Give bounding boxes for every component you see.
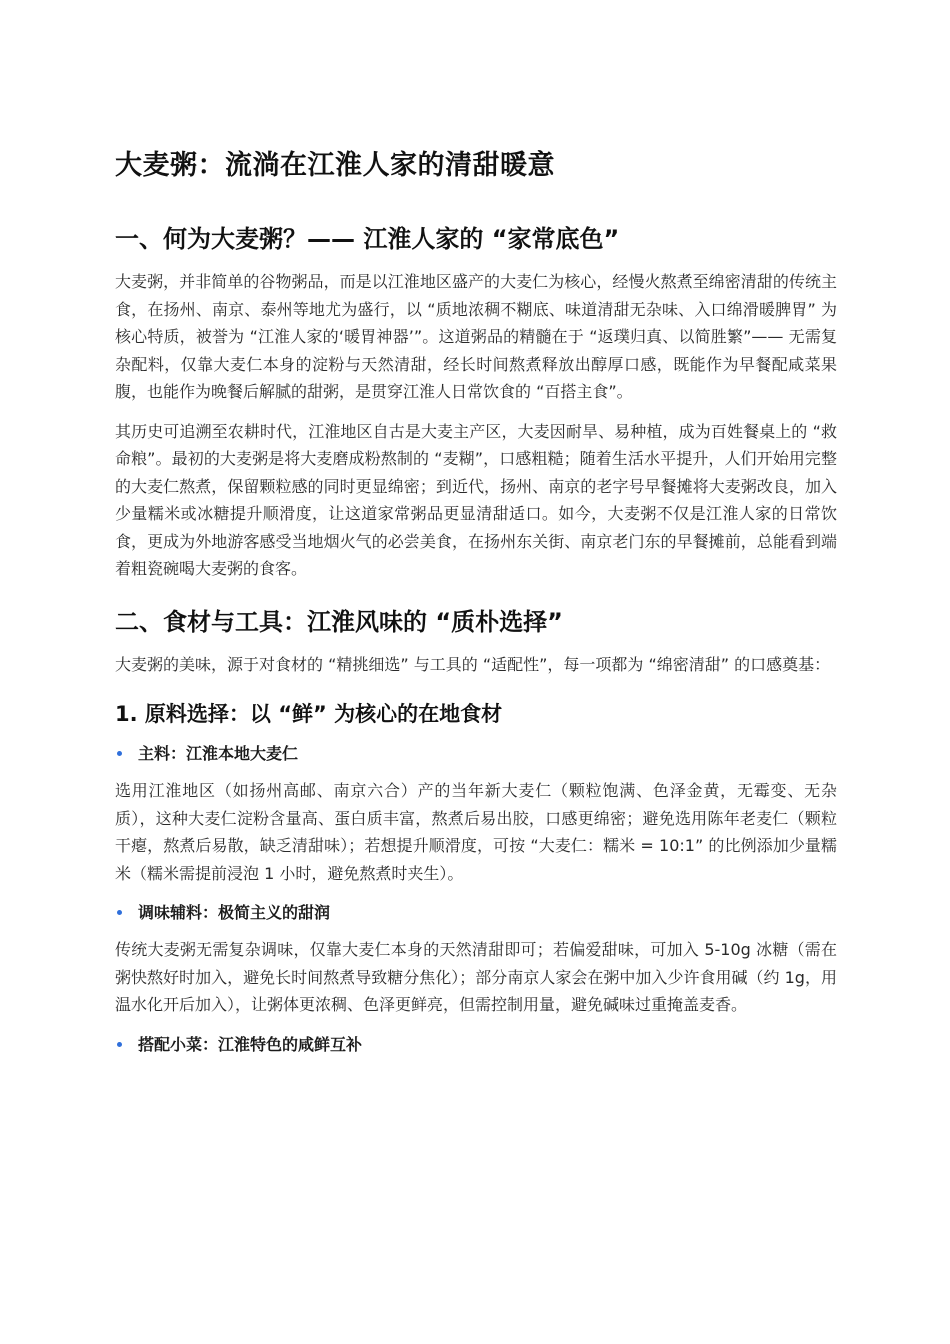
list-item-label: 主料：江淮本地大麦仁 (138, 744, 299, 763)
list-item-side-dishes (115, 1031, 837, 1058)
list-item-label: 调味辅料：极简主义的甜润 (138, 903, 331, 922)
bullet-dot-icon (117, 910, 122, 915)
document-page (115, 146, 837, 1068)
list-item-text: 选用江淮地区（如扬州高邮、南京六合）产的当年新大麦仁（颗粒饱满、色泽金黄，无霉变、无杂质），这种大麦仁淀粉含量高、蛋白质丰富，熬煮后易出胶，口感更绵密；避免选用陈年老麦仁（颗粒干瘪，熬煮后易散，缺乏清甜味）；若想提升顺滑度，可按 “大麦仁：糯米 = 10:1” 的比例添加少量糯米（糯米需提前浸泡 1 小时，避免熬煮时夹生）。 (115, 781, 837, 883)
section-1-heading: 一、何为大麦粥？—— 江淮人家的 “家常底色” (115, 225, 620, 253)
list-item-main-ingredient (115, 740, 837, 767)
section-2-heading: 二、食材与工具：江淮风味的 “质朴选择” (115, 607, 563, 636)
bullet-dot-icon (117, 1042, 122, 1047)
list-item-label: 搭配小菜：江淮特色的咸鲜互补 (138, 1034, 363, 1054)
list-item-text: 传统大麦粥无需复杂调味，仅靠大麦仁本身的天然清甜即可；若偏爱甜味，可加入 5-10g 冰糖（需在粥快熬好时加入，避免长时间熬煮导致糖分焦化）；部分南京人家会在粥中加入少许食用碱（约 1g，用温水化开后加入），让粥体更浓稠、色泽更鲜亮，但需控制用量，避免碱味过重掩盖麦香。 (115, 940, 837, 1014)
section-1-paragraph-2: 其历史可追溯至农耕时代，江淮地区自古是大麦主产区，大麦因耐旱、易种植，成为百姓餐桌上的 “救命粮”。最初的大麦粥是将大麦磨成粉熬制的 “麦糊”，口感粗糙；随着生活水平提升，人们开始用完整的大麦仁熬煮，保留颗粒感的同时更显绵密；到近代，扬州、南京的老字号早餐摊将大麦粥改良，加入少量糯米或冰糖提升顺滑度，让这道家常粥品更显清甜适口。如今，大麦粥不仅是江淮人家的日常饮食，更成为外地游客感受当地烟火气的必尝美食，在扬州东关街、南京老门东的早餐摊前，总能看到端着粗瓷碗喝大麦粥的食客。 (115, 421, 837, 578)
subsection-1-heading: 1. 原料选择：以 “鲜” 为核心的在地食材 (115, 702, 503, 726)
list-item-seasoning (115, 899, 837, 926)
bullet-dot-icon (117, 751, 122, 756)
section-1-paragraph-1: 大麦粥，并非简单的谷物粥品，而是以江淮地区盛产的大麦仁为核心，经慢火熬煮至绵密清甜的传统主食，在扬州、南京、泰州等地尤为盛行，以 “质地浓稠不糊底、味道清甜无杂味、入口绵滑暖脾胃” 为核心特质，被誉为 “江淮人家的‘暖胃神器’”。这道粥品的精髓在于 “返璞归真、以简胜繁”—— 无需复杂配料，仅靠大麦仁本身的淀粉与天然清甜，经长时间熬煮释放出醇厚口感，既能作为早餐配咸菜果腹，也能作为晚餐后解腻的甜粥，是贯穿江淮人日常饮食的 “百搭主食”。 (115, 272, 837, 401)
section-2-intro: 大麦粥的美味，源于对食材的 “精挑细选” 与工具的 “适配性”，每一项都为 “绵密清甜” 的口感奠基： (115, 654, 831, 674)
document-title: 大麦粥：流淌在江淮人家的清甜暖意 (115, 150, 555, 181)
